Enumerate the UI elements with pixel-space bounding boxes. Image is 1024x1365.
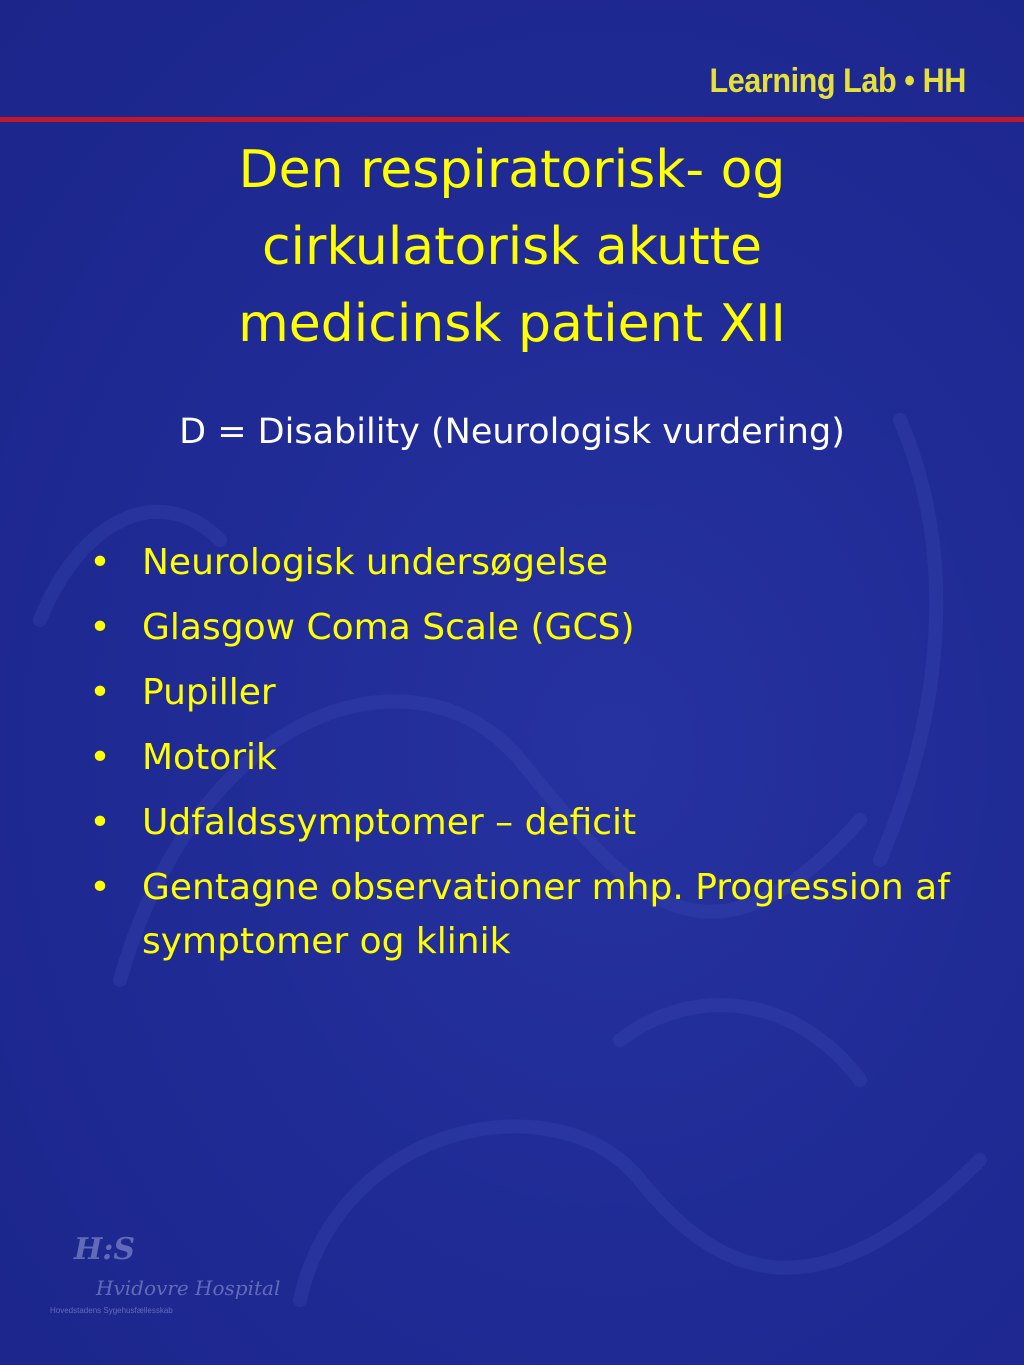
slide-subtitle: D = Disability (Neurologisk vurdering) — [179, 412, 845, 452]
bullet-item — [88, 796, 968, 850]
brand-label: Learning Lab • HH — [709, 62, 966, 100]
bullet-icon: • — [89, 802, 111, 843]
hospital-logo — [50, 1232, 281, 1322]
logo-mark: H:S — [74, 1232, 136, 1267]
bullet-item — [88, 666, 968, 720]
bullet-icon: • — [89, 542, 111, 583]
bullet-icon: • — [89, 737, 111, 778]
bullet-text: Neurologisk undersøgelse — [142, 542, 608, 583]
bullet-text: Gentagne observationer mhp. Progression af symptomer og klinik — [142, 867, 950, 962]
bullet-item — [88, 601, 968, 655]
bullet-list — [88, 536, 968, 980]
bullet-item — [88, 731, 968, 785]
slide-title-line: cirkulatorisk akutte — [261, 217, 763, 277]
bullet-item — [88, 861, 968, 969]
slide-title-line: medicinsk patient XII — [238, 294, 786, 354]
bullet-text: Glasgow Coma Scale (GCS) — [142, 607, 635, 648]
bullet-text: Udfaldssymptomer – deficit — [142, 802, 637, 843]
bullet-icon: • — [89, 607, 111, 648]
header-divider — [0, 117, 1024, 122]
bullet-text: Motorik — [142, 737, 277, 778]
bullet-icon: • — [89, 867, 111, 908]
logo-name: Hvidovre Hospital — [96, 1276, 281, 1300]
bullet-text: Pupiller — [142, 672, 276, 713]
bullet-icon: • — [89, 672, 111, 713]
slide-title-line: Den respiratorisk- og — [238, 140, 786, 200]
bullet-item — [88, 536, 968, 590]
slide-title — [60, 132, 964, 363]
logo-subtitle: Hovedstadens Sygehusfællesskab — [50, 1306, 173, 1315]
